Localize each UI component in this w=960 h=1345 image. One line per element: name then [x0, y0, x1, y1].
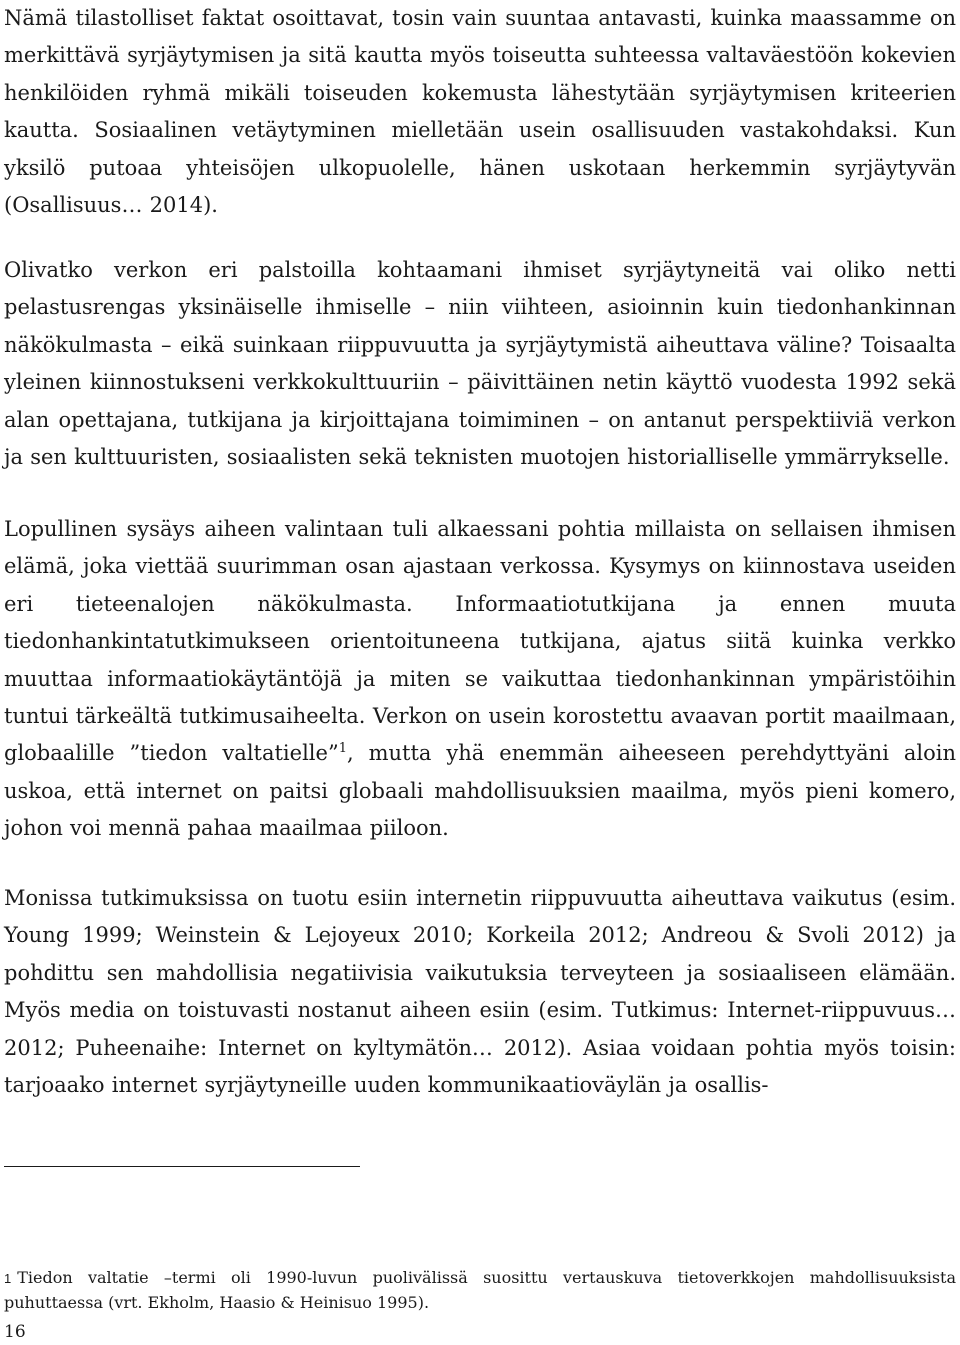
page-number: 16 [4, 1322, 26, 1342]
footnote-text: Tiedon valtatie –termi oli 1990-luvun puolivälissä suosittu vertauskuva tietoverkkojen mahdollisuuksista puhuttaessa (vrt. Ekholm, Haasio & Heinisuo 1995). [4, 1268, 956, 1312]
footnote [4, 1266, 956, 1315]
body-paragraph-2: Olivatko verkon eri palstoilla kohtaamani ihmiset syrjäytyneitä vai oliko netti pelastusrengas yksinäiselle ihmiselle – niin viihteen, asioinnin kuin tiedonhankinnan näkökulmasta – eikä suinkaan riippuvuutta ja syrjäytymistä aiheuttava väline? Toisaalta yleinen kiinnostukseni verkkokulttuuriin – päivittäinen netin käyttö vuodesta 1992 sekä alan opettajana, tutkijana ja kirjoittajana toimiminen – on antanut perspektiiviä verkon ja sen kulttuuristen, sosiaalisten sekä teknisten muotojen historialliselle ymmärrykselle. [4, 258, 956, 470]
paragraph-3-text-before: Lopullinen sysäys aiheen valintaan tuli alkaessani pohtia millaista on sellaisen ihmisen elämä, joka viettää suurimman osan ajastaan verkossa. Kysymys on kiinnostava useiden eri tieteenalojen näkökulmasta. Informaatiotutkijana ja ennen muuta tiedonhankintatutkimukseen orientoituneena tutkijana, ajatus siitä kuinka verkko muuttaa informaatiokäytäntöjä ja miten se vaikuttaa tiedonhankinnan ympäristöihin tuntui tärkeältä tutkimusaiheelta. Verkon on usein korostettu avaavan portit maailmaan, globaalille ”tiedon valtatielle” [4, 517, 956, 766]
paragraph-3-text-after: , mutta yhä enemmän aiheeseen perehdyttyäni aloin uskoa, että internet on paitsi globaali mahdollisuuksien maailma, myös pieni komero, johon voi mennä pahaa maailmaa piiloon. [4, 741, 956, 841]
body-paragraph-1: Nämä tilastolliset faktat osoittavat, tosin vain suuntaa antavasti, kuinka maassamme on merkittävä syrjäytymisen ja sitä kautta myös toiseutta suhteessa valtaväestöön kokevien henkilöiden ryhmä mikäli toiseuden kokemusta lähestytään syrjäytymisen kriteerien kautta. Sosiaalinen vetäytyminen mielletään usein osallisuuden vastakohdaksi. Kun yksilö putoaa yhteisöjen ulkopuolelle, hänen uskotaan herkemmin syrjäytyvän (Osallisuus… 2014). [4, 6, 956, 218]
body-paragraph-4: Monissa tutkimuksissa on tuotu esiin internetin riippuvuutta aiheuttava vaikutus (esim. Young 1999; Weinstein & Lejoyeux 2010; Korkeila 2012; Andreou & Svoli 2012) ja pohdittu sen mahdollisia negatiivisia vaikutuksia terveyteen ja sosiaaliseen elämään. Myös media on toistuvasti nostanut aiheen esiin (esim. Tutkimus: Internet-riippuvuus… 2012; Puheenaihe: Internet on kyltymätön… 2012). Asiaa voidaan pohtia myös toisin: tarjoaako internet syrjäytyneille uuden kommunikaatioväylän ja osallis- [4, 886, 956, 1098]
footnote-separator [4, 1166, 360, 1167]
body-paragraph-3 [4, 511, 956, 848]
footnote-reference: 1 [338, 741, 347, 757]
footnote-mark: 1 [4, 1271, 12, 1286]
